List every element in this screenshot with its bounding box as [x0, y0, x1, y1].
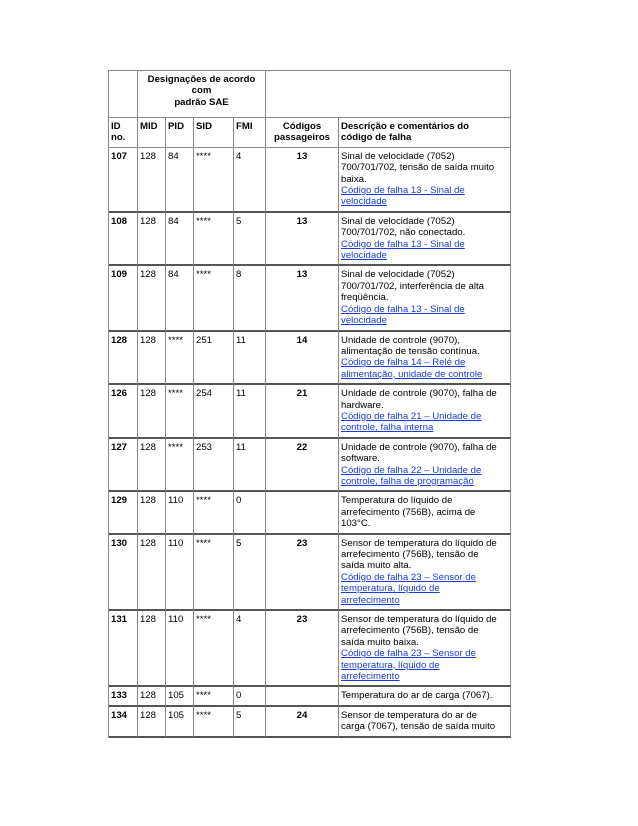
row-code-cell [266, 687, 339, 706]
col-header-desc-line: Descrição e comentários do [341, 121, 469, 132]
description-line: saída muito baixa. [341, 636, 419, 648]
col-header-pid: PID [166, 118, 194, 148]
description-line: Unidade de controle (9070), [341, 334, 460, 346]
table-row [109, 439, 511, 493]
row-mid-cell: 128 [138, 148, 166, 213]
row-pid-cell: 84 [166, 266, 194, 331]
col-header-codes [266, 118, 339, 148]
row-pid-cell: 110 [166, 492, 194, 534]
row-sid-cell: 251 [194, 332, 234, 386]
fault-code-link[interactable]: arrefecimento [341, 671, 400, 683]
row-code-cell: 13 [266, 148, 339, 213]
row-id-cell: 129 [109, 492, 138, 534]
row-description-cell [339, 687, 511, 706]
col-header-description [339, 118, 511, 148]
fault-code-table [108, 70, 511, 738]
description-line: 700/701/702, interferência de alta [341, 280, 484, 292]
row-fmi-cell: 0 [234, 492, 266, 534]
description-line: Sinal de velocidade (7052) [341, 269, 455, 281]
sae-header-line: Designações de acordo [147, 74, 256, 85]
row-id-cell: 130 [109, 535, 138, 611]
table-row [109, 332, 511, 386]
row-mid-cell: 128 [138, 707, 166, 738]
fault-code-link[interactable]: velocidade [341, 196, 387, 208]
row-sid-cell: **** [194, 535, 234, 611]
row-fmi-cell: 0 [234, 687, 266, 706]
row-pid-cell: 110 [166, 611, 194, 687]
description-line: arrefecimento (756B), tensão de [341, 625, 479, 637]
row-code-cell: 13 [266, 213, 339, 267]
fault-code-link[interactable]: controle, falha interna [341, 422, 434, 434]
sae-header-line: padrão SAE [174, 96, 229, 108]
description-line: Sensor de temperatura do líquido de [341, 537, 497, 549]
fault-code-link[interactable]: Código de falha 22 – Unidade de [341, 464, 482, 476]
row-description-cell [339, 266, 511, 331]
table-row [109, 492, 511, 534]
row-code-cell: 23 [266, 535, 339, 611]
fault-code-link[interactable]: Código de falha 13 - Sinal de [341, 303, 465, 315]
fault-code-link[interactable]: Código de falha 14 – Relé de [341, 357, 466, 369]
row-fmi-cell: 5 [234, 535, 266, 611]
empty-corner-cell [109, 71, 138, 118]
row-id-cell: 128 [109, 332, 138, 386]
col-header-codes-line: passageiros [274, 132, 331, 144]
description-line: Unidade de controle (9070), falha de [341, 441, 497, 453]
row-pid-cell: **** [166, 332, 194, 386]
row-mid-cell: 128 [138, 213, 166, 267]
row-sid-cell: **** [194, 687, 234, 706]
row-fmi-cell: 5 [234, 213, 266, 267]
row-mid-cell: 128 [138, 332, 166, 386]
row-pid-cell: 105 [166, 687, 194, 706]
description-line: alimentação de tensão contínua. [341, 345, 480, 357]
row-pid-cell: 84 [166, 148, 194, 213]
description-line: Sinal de velocidade (7052) [341, 215, 455, 227]
row-description-cell [339, 439, 511, 493]
row-fmi-cell: 8 [234, 266, 266, 331]
row-mid-cell: 128 [138, 385, 166, 439]
row-sid-cell: **** [194, 213, 234, 267]
description-line: Temperatura do líquido de [341, 495, 453, 507]
description-line: Unidade de controle (9070), falha de [341, 388, 497, 400]
row-description-cell [339, 535, 511, 611]
row-fmi-cell: 11 [234, 385, 266, 439]
col-header-desc-line: código de falha [341, 132, 412, 144]
row-id-cell: 131 [109, 611, 138, 687]
fault-code-link[interactable]: velocidade [341, 315, 387, 327]
row-id-cell: 109 [109, 266, 138, 331]
col-header-codes-line: Códigos [282, 121, 322, 132]
col-header-id-line: no. [111, 132, 126, 144]
description-line: arrefecimento (756B), acima de [341, 506, 476, 518]
description-line: Sensor de temperatura do ar de [341, 709, 478, 721]
row-code-cell: 22 [266, 439, 339, 493]
row-description-cell [339, 707, 511, 738]
description-line: Sensor de temperatura do líquido de [341, 614, 497, 626]
row-code-cell: 14 [266, 332, 339, 386]
description-line: software. [341, 453, 380, 465]
table-body [109, 71, 511, 738]
row-description-cell [339, 611, 511, 687]
row-pid-cell: **** [166, 385, 194, 439]
col-header-id [109, 118, 138, 148]
row-id-cell: 134 [109, 707, 138, 738]
row-mid-cell: 128 [138, 266, 166, 331]
row-mid-cell: 128 [138, 611, 166, 687]
row-sid-cell: 254 [194, 385, 234, 439]
row-fmi-cell: 11 [234, 332, 266, 386]
row-description-cell [339, 492, 511, 534]
description-line: baixa. [341, 173, 367, 185]
row-sid-cell: 253 [194, 439, 234, 493]
row-code-cell: 21 [266, 385, 339, 439]
fault-code-link[interactable]: Código de falha 23 – Sensor de [341, 648, 476, 660]
description-line: Sinal de velocidade (7052) [341, 150, 455, 162]
fault-code-link[interactable]: Código de falha 13 - Sinal de [341, 238, 465, 250]
row-pid-cell: **** [166, 439, 194, 493]
description-line: arrefecimento (756B), tensão de [341, 549, 479, 560]
table-row [109, 213, 511, 267]
row-description-cell [339, 332, 511, 386]
description-line: 103°C. [341, 518, 371, 530]
description-line: freqüência. [341, 292, 389, 304]
description-line: carga (7067), tensão de saída muito [341, 721, 496, 733]
fault-code-link[interactable]: alimentação, unidade de controle [341, 368, 483, 380]
col-header-sid: SID [194, 118, 234, 148]
row-sid-cell: **** [194, 611, 234, 687]
table-row [109, 535, 511, 611]
row-fmi-cell: 5 [234, 707, 266, 738]
fault-code-link[interactable]: velocidade [341, 250, 387, 262]
sae-header-line: com [191, 85, 212, 97]
row-code-cell: 13 [266, 266, 339, 331]
row-id-cell: 133 [109, 687, 138, 706]
description-line: saída muito alta. [341, 560, 412, 572]
table-row [109, 385, 511, 439]
description-line: Temperatura do ar de carga (7067). [341, 690, 493, 702]
fault-code-link[interactable]: Código de falha 13 - Sinal de [341, 185, 465, 197]
row-pid-cell: 110 [166, 535, 194, 611]
sae-designation-header [138, 71, 266, 118]
row-sid-cell: **** [194, 148, 234, 213]
row-fmi-cell: 4 [234, 148, 266, 213]
fault-code-link[interactable]: arrefecimento [341, 594, 400, 606]
table-row [109, 611, 511, 687]
row-id-cell: 108 [109, 213, 138, 267]
fault-code-link[interactable]: Código de falha 23 – Sensor de [341, 571, 476, 583]
row-sid-cell: **** [194, 266, 234, 331]
row-description-cell [339, 213, 511, 267]
row-mid-cell: 128 [138, 687, 166, 706]
fault-code-link[interactable]: temperatura, líquido de [341, 659, 440, 671]
row-mid-cell: 128 [138, 439, 166, 493]
row-pid-cell: 105 [166, 707, 194, 738]
row-code-cell: 24 [266, 707, 339, 738]
fault-code-link[interactable]: Código de falha 21 – Unidade de [341, 410, 482, 422]
row-id-cell: 107 [109, 148, 138, 213]
row-code-cell: 23 [266, 611, 339, 687]
description-line: 700/701/702, não conectado. [341, 227, 466, 239]
row-description-cell [339, 385, 511, 439]
column-header-row [109, 118, 511, 148]
row-sid-cell: **** [194, 707, 234, 738]
description-line: 700/701/702, tensão de saída muito [341, 162, 495, 174]
description-line: hardware. [341, 399, 384, 411]
table-row [109, 687, 511, 706]
fault-code-link[interactable]: temperatura, líquido de [341, 583, 440, 595]
row-fmi-cell: 4 [234, 611, 266, 687]
row-fmi-cell: 11 [234, 439, 266, 493]
row-pid-cell: 84 [166, 213, 194, 267]
row-id-cell: 127 [109, 439, 138, 493]
table-row [109, 707, 511, 738]
row-mid-cell: 128 [138, 535, 166, 611]
row-description-cell [339, 148, 511, 213]
sae-header-row [109, 71, 511, 118]
fault-code-link[interactable]: controle, falha de programação [341, 475, 474, 487]
row-code-cell [266, 492, 339, 534]
empty-header-cell [266, 71, 511, 118]
table-row [109, 266, 511, 331]
col-header-id-line: ID [111, 121, 121, 132]
row-sid-cell: **** [194, 492, 234, 534]
row-id-cell: 126 [109, 385, 138, 439]
col-header-mid: MID [138, 118, 166, 148]
table-row [109, 148, 511, 213]
row-mid-cell: 128 [138, 492, 166, 534]
col-header-fmi: FMI [234, 118, 266, 148]
